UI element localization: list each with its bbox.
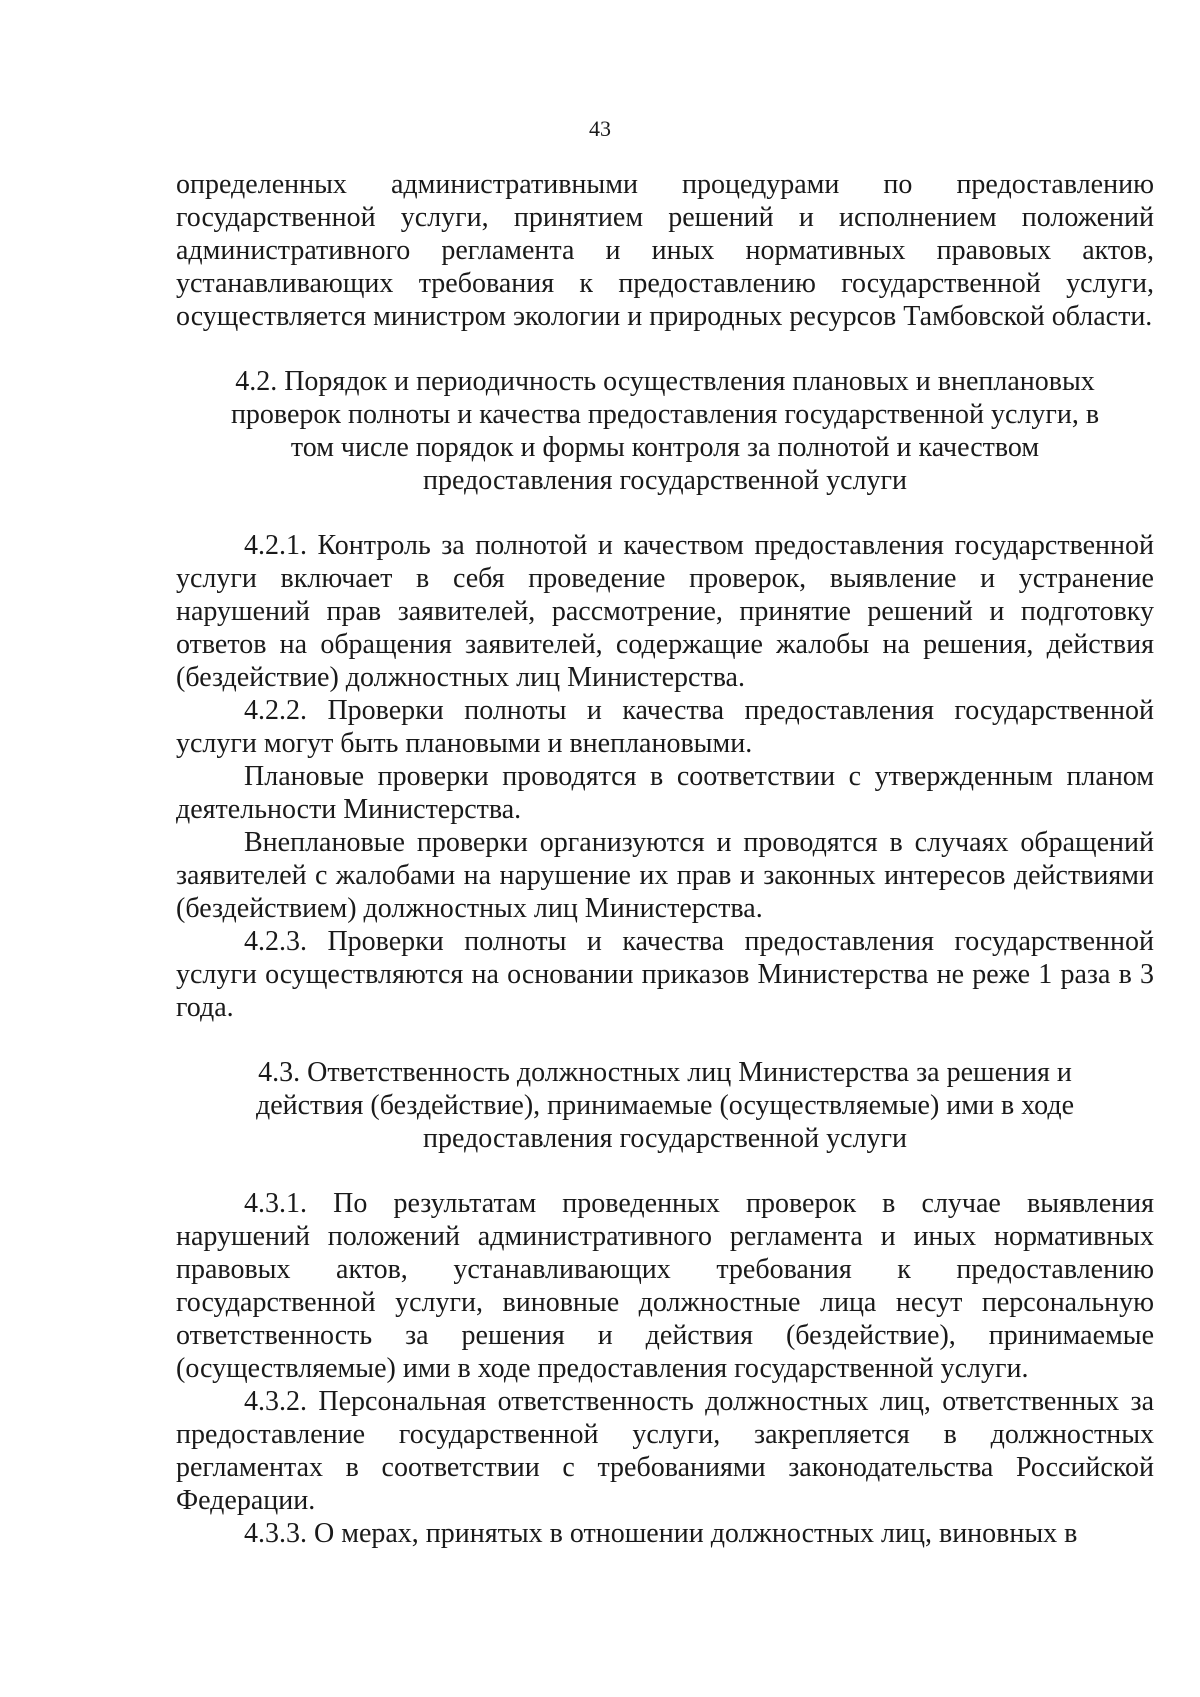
document-body (176, 168, 1154, 1550)
section-heading-4-3: 4.3. Ответственность должностных лиц Министерства за решения и действия (бездействие), принимаемые (осуществляемые) ими в ходе предоставления государственной услуги (255, 1057, 1075, 1154)
section-heading-4-2: 4.2. Порядок и периодичность осуществления плановых и внеплановых проверок полноты и качества предоставления государственной услуги, в том числе порядок и формы контроля за полнотой и качеством предоставления государственной услуги (230, 366, 1100, 496)
page-number: 43 (589, 116, 611, 141)
paragraph-continuation: определенных административными процедурами по предоставлению государственной услуги, принятием решений и исполнением положений административного регламента и иных нормативных правовых актов, устанавливающих требования к предоставлению государственной услуги, осуществляется министром экологии и природных ресурсов Тамбовской области. (176, 169, 1154, 332)
paragraph-4-3-1: 4.3.1. По результатам проведенных проверок в случае выявления нарушений положений административного регламента и иных нормативных правовых актов, устанавливающих требования к предоставлению государственной услуги, виновные должностные лица несут персональную ответственность за решения и действия (бездействие), принимаемые (осуществляемые) ими в ходе предоставления государственной услуги. (176, 1188, 1154, 1384)
paragraph-4-2-3: 4.2.3. Проверки полноты и качества предоставления государственной услуги осуществляются на основании приказов Министерства не реже 1 раза в 3 года. (176, 926, 1154, 1023)
paragraph-4-3-3: 4.3.3. О мерах, принятых в отношении должностных лиц, виновных в (244, 1518, 1078, 1549)
paragraph-4-2-1: 4.2.1. Контроль за полнотой и качеством предоставления государственной услуги включает в себя проведение проверок, выявление и устранение нарушений прав заявителей, рассмотрение, принятие решений и подготовку ответов на обращения заявителей, содержащие жалобы на решения, действия (бездействие) должностных лиц Министерства. (176, 530, 1154, 693)
paragraph-unplanned-checks: Внеплановые проверки организуются и проводятся в случаях обращений заявителей с жалобами на нарушение их прав и законных интересов действиями (бездействием) должностных лиц Министерства. (176, 827, 1154, 924)
paragraph-4-2-2: 4.2.2. Проверки полноты и качества предоставления государственной услуги могут быть плановыми и внеплановыми. (176, 695, 1154, 759)
paragraph-planned-checks: Плановые проверки проводятся в соответствии с утвержденным планом деятельности Министерства. (176, 761, 1154, 825)
paragraph-4-3-2: 4.3.2. Персональная ответственность должностных лиц, ответственных за предоставление государственной услуги, закрепляется в должностных регламентах в соответствии с требованиями законодательства Российской Федерации. (176, 1386, 1154, 1516)
